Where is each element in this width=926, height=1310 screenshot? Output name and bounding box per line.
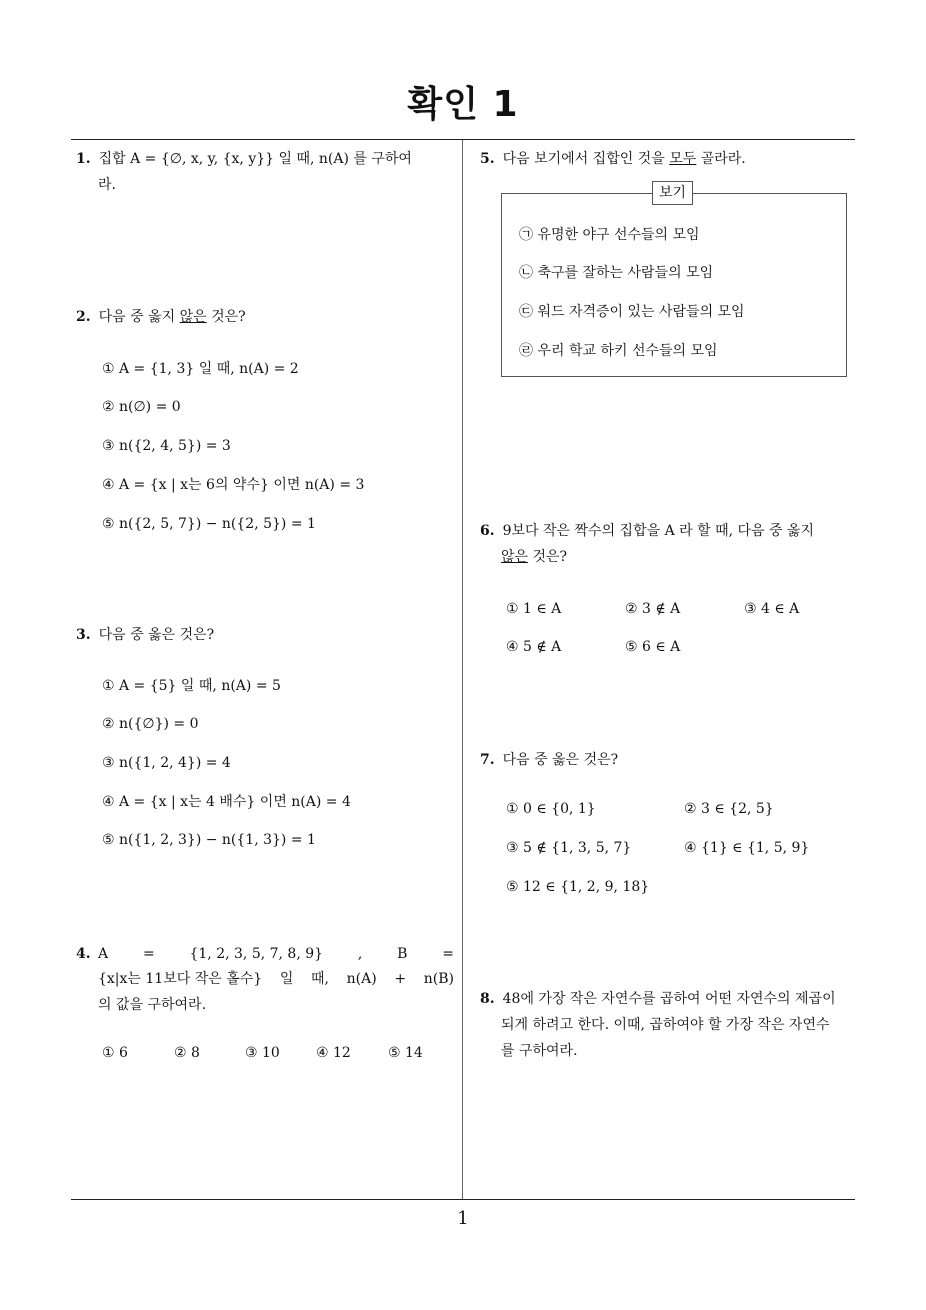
question-number: 7. <box>480 752 495 768</box>
choice-item: ④ A = {x | x는 4 배수} 이면 n(A) = 4 <box>102 794 351 810</box>
math-term: = <box>142 946 155 962</box>
choice-item: ② n({∅}) = 0 <box>102 716 199 732</box>
question-number: 6. <box>480 523 495 539</box>
choice-item: ② n(∅) = 0 <box>102 399 181 415</box>
choice-item: ④ A = {x | x는 6의 약수} 이면 n(A) = 3 <box>102 477 365 493</box>
choice-item: ① 1 ∈ A <box>506 601 562 617</box>
choice-item: ③ n({1, 2, 4}) = 4 <box>102 755 231 771</box>
choice-item: ⑤ n({2, 5, 7}) − n({2, 5}) = 1 <box>102 516 316 532</box>
question-number: 2. <box>76 309 91 325</box>
math-term: n(A) <box>346 971 377 987</box>
question-text-end: 것은? <box>206 309 246 325</box>
math-term: + <box>394 971 407 987</box>
question-number: 5. <box>480 151 495 167</box>
choice-item: ④ 12 <box>316 1045 351 1061</box>
question-text: 48에 가장 작은 자연수를 곱하여 어떤 자연수의 제곱이 <box>502 991 836 1007</box>
emphasis-text: 않은 <box>501 549 529 565</box>
choice-item: ⑤ 12 ∈ {1, 2, 9, 18} <box>506 879 650 895</box>
math-term: , <box>357 946 363 962</box>
choice-item: ③ 5 ∉ {1, 3, 5, 7} <box>506 840 632 856</box>
question-4-line2 <box>98 969 454 989</box>
question-text: 집합 A = {∅, x, y, {x, y}} 일 때, n(A) 를 구하여 <box>98 151 412 167</box>
question-6 <box>480 518 860 570</box>
header-rule <box>71 139 855 140</box>
choice-item: ⑤ 14 <box>388 1045 423 1061</box>
choice-item: ④ {1} ∈ {1, 5, 9} <box>684 840 810 856</box>
example-item: ㉠ 유명한 야구 선수들의 모임 <box>519 227 700 243</box>
math-term: {1, 2, 3, 5, 7, 8, 9} <box>189 946 324 962</box>
choice-item: ① 0 ∈ {0, 1} <box>506 801 596 817</box>
math-term: 일 <box>279 971 294 987</box>
question-text: 다음 중 옳은 것은? <box>502 752 619 768</box>
question-4-line3: 의 값을 구하여라. <box>98 997 207 1013</box>
choice-item: ① 6 <box>102 1045 128 1061</box>
choice-item: ③ n({2, 4, 5}) = 3 <box>102 438 231 454</box>
choice-item: ① A = {1, 3} 일 때, n(A) = 2 <box>102 361 299 377</box>
choice-item: ⑤ n({1, 2, 3}) − n({1, 3}) = 1 <box>102 832 316 848</box>
question-text: 다음 보기에서 집합인 것을 <box>502 151 670 167</box>
math-term: 때, <box>311 971 329 987</box>
page-number: 1 <box>457 1208 469 1229</box>
question-text: 다음 중 옳지 <box>98 309 180 325</box>
question-number: 4. <box>76 946 91 962</box>
question-text-cont: 되게 하려고 한다. 이때, 곱하여야 할 가장 작은 자연수 <box>501 1017 830 1033</box>
choice-item: ④ 5 ∉ A <box>506 639 562 655</box>
question-1 <box>76 146 456 198</box>
choice-item: ② 3 ∈ {2, 5} <box>684 801 774 817</box>
choice-item: ① A = {5} 일 때, n(A) = 5 <box>102 678 281 694</box>
footer-rule <box>71 1199 855 1200</box>
example-item: ㉢ 워드 자격증이 있는 사람들의 모임 <box>519 304 745 320</box>
column-divider <box>462 140 463 1200</box>
question-7 <box>480 747 860 773</box>
question-text-end: 골라라. <box>696 151 746 167</box>
example-item: ㉣ 우리 학교 하키 선수들의 모임 <box>519 343 718 359</box>
question-number: 1. <box>76 151 91 167</box>
question-4 <box>76 941 99 967</box>
choice-item: ③ 4 ∈ A <box>744 601 800 617</box>
emphasis-text: 않은 <box>179 309 207 325</box>
question-text-cont: 라. <box>98 177 116 193</box>
math-term: = <box>442 946 454 962</box>
question-4-line1 <box>98 944 454 964</box>
choice-item: ⑤ 6 ∈ A <box>625 639 681 655</box>
example-item: ㉡ 축구를 잘하는 사람들의 모임 <box>519 265 714 281</box>
question-text: 다음 중 옳은 것은? <box>98 627 215 643</box>
page-title: 확인 1 <box>407 84 519 125</box>
question-5 <box>480 146 860 172</box>
math-term: {x|x는 11보다 작은 홀수} <box>98 971 263 987</box>
choice-item: ③ 10 <box>245 1045 280 1061</box>
question-text-cont: 를 구하여라. <box>501 1043 578 1059</box>
question-2 <box>76 304 456 330</box>
question-number: 8. <box>480 991 495 1007</box>
math-term: B <box>397 946 408 962</box>
question-text-end: 것은? <box>528 549 568 565</box>
choice-item: ② 8 <box>174 1045 200 1061</box>
math-term: A <box>98 946 109 962</box>
math-term: n(B) <box>423 971 454 987</box>
example-box-title: 보기 <box>652 181 693 205</box>
question-number: 3. <box>76 627 91 643</box>
emphasis-text: 모두 <box>669 151 697 167</box>
question-3 <box>76 622 456 648</box>
question-text: 9보다 작은 짝수의 집합을 A 라 할 때, 다음 중 옳지 <box>502 523 815 539</box>
question-8 <box>480 986 860 1064</box>
choice-item: ② 3 ∉ A <box>625 601 681 617</box>
